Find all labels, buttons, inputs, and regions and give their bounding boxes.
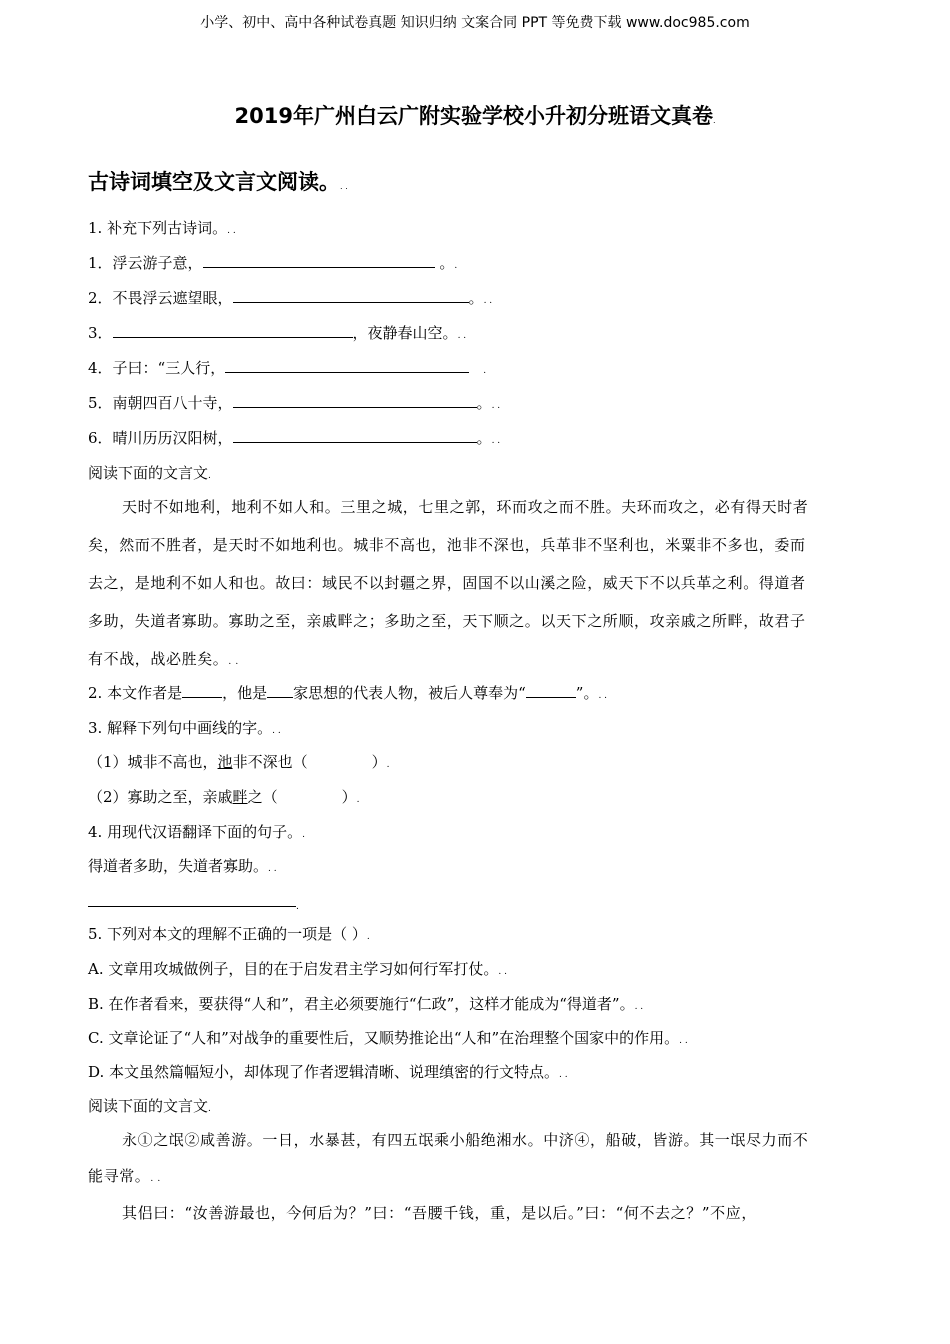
- reading-2-line-2-text: 能寻常。: [88, 1167, 151, 1185]
- q4-sentence-text: 得道者多助，失道者寡助。: [88, 857, 269, 875]
- title-mark: .: [712, 116, 716, 125]
- q2-part-4: ”。: [575, 684, 599, 702]
- q1-item-6: [88, 428, 500, 451]
- q4-sentence-mark: . .: [268, 864, 277, 874]
- reading-2-line-2: [88, 1166, 860, 1189]
- q3-item-2-post: 之（: [247, 788, 278, 806]
- q1-item-4: [88, 358, 486, 381]
- q1-intro-mark: . .: [227, 226, 236, 236]
- q1-item-1-prefix: 1．浮云游子意，: [88, 254, 203, 272]
- reading-1-line-4: 多助，失道者寡助。寡助之至，亲戚畔之；多助之至，天下顺之。以天下之所顺，攻亲戚之所畔，故君子: [88, 612, 806, 630]
- reading-1-line-5-text: 有不战，战必胜矣。: [88, 650, 229, 668]
- reading-1-line-5: [88, 649, 860, 672]
- q1-item-6-blank[interactable]: [233, 428, 477, 443]
- q5-option-b-mark: . .: [634, 1002, 644, 1012]
- q1-item-3-mark: . .: [457, 331, 467, 341]
- q1-intro: [88, 218, 236, 241]
- page-title: [0, 100, 950, 130]
- q1-item-5-mark: . .: [491, 401, 501, 411]
- q5-option-c-mark: . .: [679, 1036, 688, 1046]
- section-heading-mark: . .: [340, 182, 348, 191]
- title-text: 2019年广州白云广附实验学校小升初分班语文真卷: [234, 104, 713, 128]
- q3-item-2-underlined: 畔: [232, 788, 248, 806]
- q1-item-2-prefix: 2．不畏浮云遮望眼，: [88, 289, 233, 307]
- q5-intro: [88, 924, 370, 947]
- reading-2-line-2-mark: . .: [150, 1174, 161, 1184]
- q5-option-a-text: A. 文章用攻城做例子，目的在于启发君主学习如何行军打仗。: [88, 960, 499, 978]
- reading-1-line-5-mark: . .: [228, 657, 239, 667]
- q3-item-2-end: ）: [341, 788, 357, 806]
- section-heading-text: 古诗词填空及文言文阅读。: [88, 170, 340, 194]
- q3-item-1-end: ）: [371, 753, 387, 771]
- reading-1-line-1: 天时不如地利，地利不如人和。三里之城，七里之郭，环而攻之而不胜。夫环而攻之，必有得天时者: [122, 498, 809, 516]
- q2-line: [88, 683, 607, 706]
- section-heading: [88, 166, 348, 196]
- q2-mark: . .: [598, 691, 608, 701]
- reading-1-label-text: 阅读下面的文言文: [88, 464, 209, 482]
- q1-item-6-mark: . .: [491, 436, 501, 446]
- q1-item-3-prefix: 3．: [88, 324, 113, 342]
- q1-item-1-mark: .: [454, 261, 458, 271]
- q1-item-5-prefix: 5．南朝四百八十寺，: [88, 394, 233, 412]
- q4-intro-mark: .: [302, 830, 305, 840]
- reading-2-line-1: 永①之氓②咸善游。一日，水暴甚，有四五氓乘小船绝湘水。中济④，船破，皆游。其一氓尽力而不: [122, 1131, 809, 1149]
- q5-intro-text: 5. 下列对本文的理解不正确的一项是（ ）: [88, 925, 367, 943]
- q1-item-3-suffix: ，夜静春山空。: [352, 324, 458, 342]
- q5-option-b[interactable]: [88, 994, 643, 1017]
- q1-item-5: [88, 393, 500, 416]
- q3-item-1-post: 非不深也（: [232, 753, 308, 771]
- q4-intro: [88, 822, 305, 845]
- q1-item-3-blank[interactable]: [113, 323, 353, 338]
- q3-intro-text: 3. 解释下列句中画线的字。: [88, 719, 273, 737]
- q1-item-4-prefix: 4．子曰：“三人行，: [88, 359, 226, 377]
- q4-answer-line[interactable]: [88, 906, 296, 907]
- q4-intro-text: 4. 用现代汉语翻译下面的句子。: [88, 823, 303, 841]
- q3-item-1-mark: .: [386, 760, 390, 770]
- q1-item-6-suffix: 。: [476, 429, 492, 447]
- q2-part-2: ，他是: [222, 684, 268, 702]
- reading-1-line-2: 矣，然而不胜者，是天时不如地利也。城非不高也，池非不深也，兵革非不坚利也，米粟非不多也，委而: [88, 536, 806, 554]
- q3-item-2: [88, 787, 359, 810]
- q5-option-c-text: C. 文章论证了“人和”对战争的重要性后，又顺势推论出“人和”在治理整个国家中的作用。: [88, 1029, 680, 1047]
- q2-part-3: 家思想的代表人物，被后人尊奉为“: [293, 684, 526, 702]
- q2-part-1: 2. 本文作者是: [88, 684, 183, 702]
- q1-item-2-suffix: 。: [468, 289, 484, 307]
- q3-intro-mark: . .: [272, 726, 281, 736]
- q5-option-c[interactable]: [88, 1028, 688, 1051]
- q4-answer-line-mark: [296, 894, 299, 917]
- q5-intro-mark: .: [366, 932, 370, 942]
- q5-option-d-mark: . .: [559, 1070, 568, 1080]
- reading-1-label-mark: .: [208, 471, 211, 481]
- q1-item-6-prefix: 6．晴川历历汉阳树，: [88, 429, 233, 447]
- q1-item-1-blank[interactable]: [203, 253, 435, 268]
- q3-item-1: [88, 752, 389, 775]
- q1-item-2-mark: . .: [483, 296, 493, 306]
- reading-2-label-text: 阅读下面的文言文: [88, 1097, 209, 1115]
- q1-item-4-mark: .: [483, 366, 487, 376]
- q2-author-blank[interactable]: [182, 683, 222, 698]
- reading-1-line-3: 去之，是地利不如人和也。故曰：域民不以封疆之界，固国不以山溪之险，威天下不以兵革之利。得道者: [88, 574, 806, 592]
- q3-item-2-mark: .: [356, 795, 360, 805]
- reading-2-line-3: 其侣曰：“汝善游最也，今何后为？”曰：“吾腰千钱，重，是以后。”曰：“何不去之？”不应，: [122, 1204, 757, 1222]
- q5-option-a[interactable]: [88, 959, 507, 982]
- q1-item-1-suffix: 。: [434, 254, 455, 272]
- q2-title-blank[interactable]: [526, 683, 576, 698]
- q1-item-1: [88, 253, 457, 276]
- q5-option-a-mark: . .: [498, 967, 507, 977]
- q3-intro: [88, 718, 281, 741]
- q5-option-d[interactable]: [88, 1062, 568, 1085]
- reading-1-label: [88, 463, 211, 486]
- reading-2-label: [88, 1096, 211, 1119]
- q1-item-5-blank[interactable]: [233, 393, 477, 408]
- q1-intro-text: 1. 补充下列古诗词。: [88, 219, 228, 237]
- q1-item-5-suffix: 。: [476, 394, 492, 412]
- reading-2-label-mark: .: [208, 1104, 211, 1114]
- q4-rule-mark: .: [296, 902, 299, 912]
- q1-item-2: [88, 288, 492, 311]
- q5-option-d-text: D. 本文虽然篇幅短小，却体现了作者逻辑清晰、说理缜密的行文特点。: [88, 1063, 560, 1081]
- q5-option-b-text: B. 在作者看来，要获得“人和”，君主必须要施行“仁政”，这样才能成为“得道者”。: [88, 995, 635, 1013]
- q3-item-2-pre: （2）寡助之至，亲戚: [88, 788, 233, 806]
- q1-item-3: [88, 323, 466, 346]
- site-header: 小学、初中、高中各种试卷真题 知识归纳 文案合同 PPT 等免费下载 www.doc985.com: [200, 15, 750, 31]
- q2-school-blank[interactable]: [267, 683, 293, 698]
- q4-sentence: [88, 856, 277, 879]
- q3-item-1-pre: （1）城非不高也，: [88, 753, 218, 771]
- q1-item-4-blank[interactable]: [225, 358, 469, 373]
- q3-item-1-underlined: 池: [217, 753, 233, 771]
- q1-item-2-blank[interactable]: [233, 288, 469, 303]
